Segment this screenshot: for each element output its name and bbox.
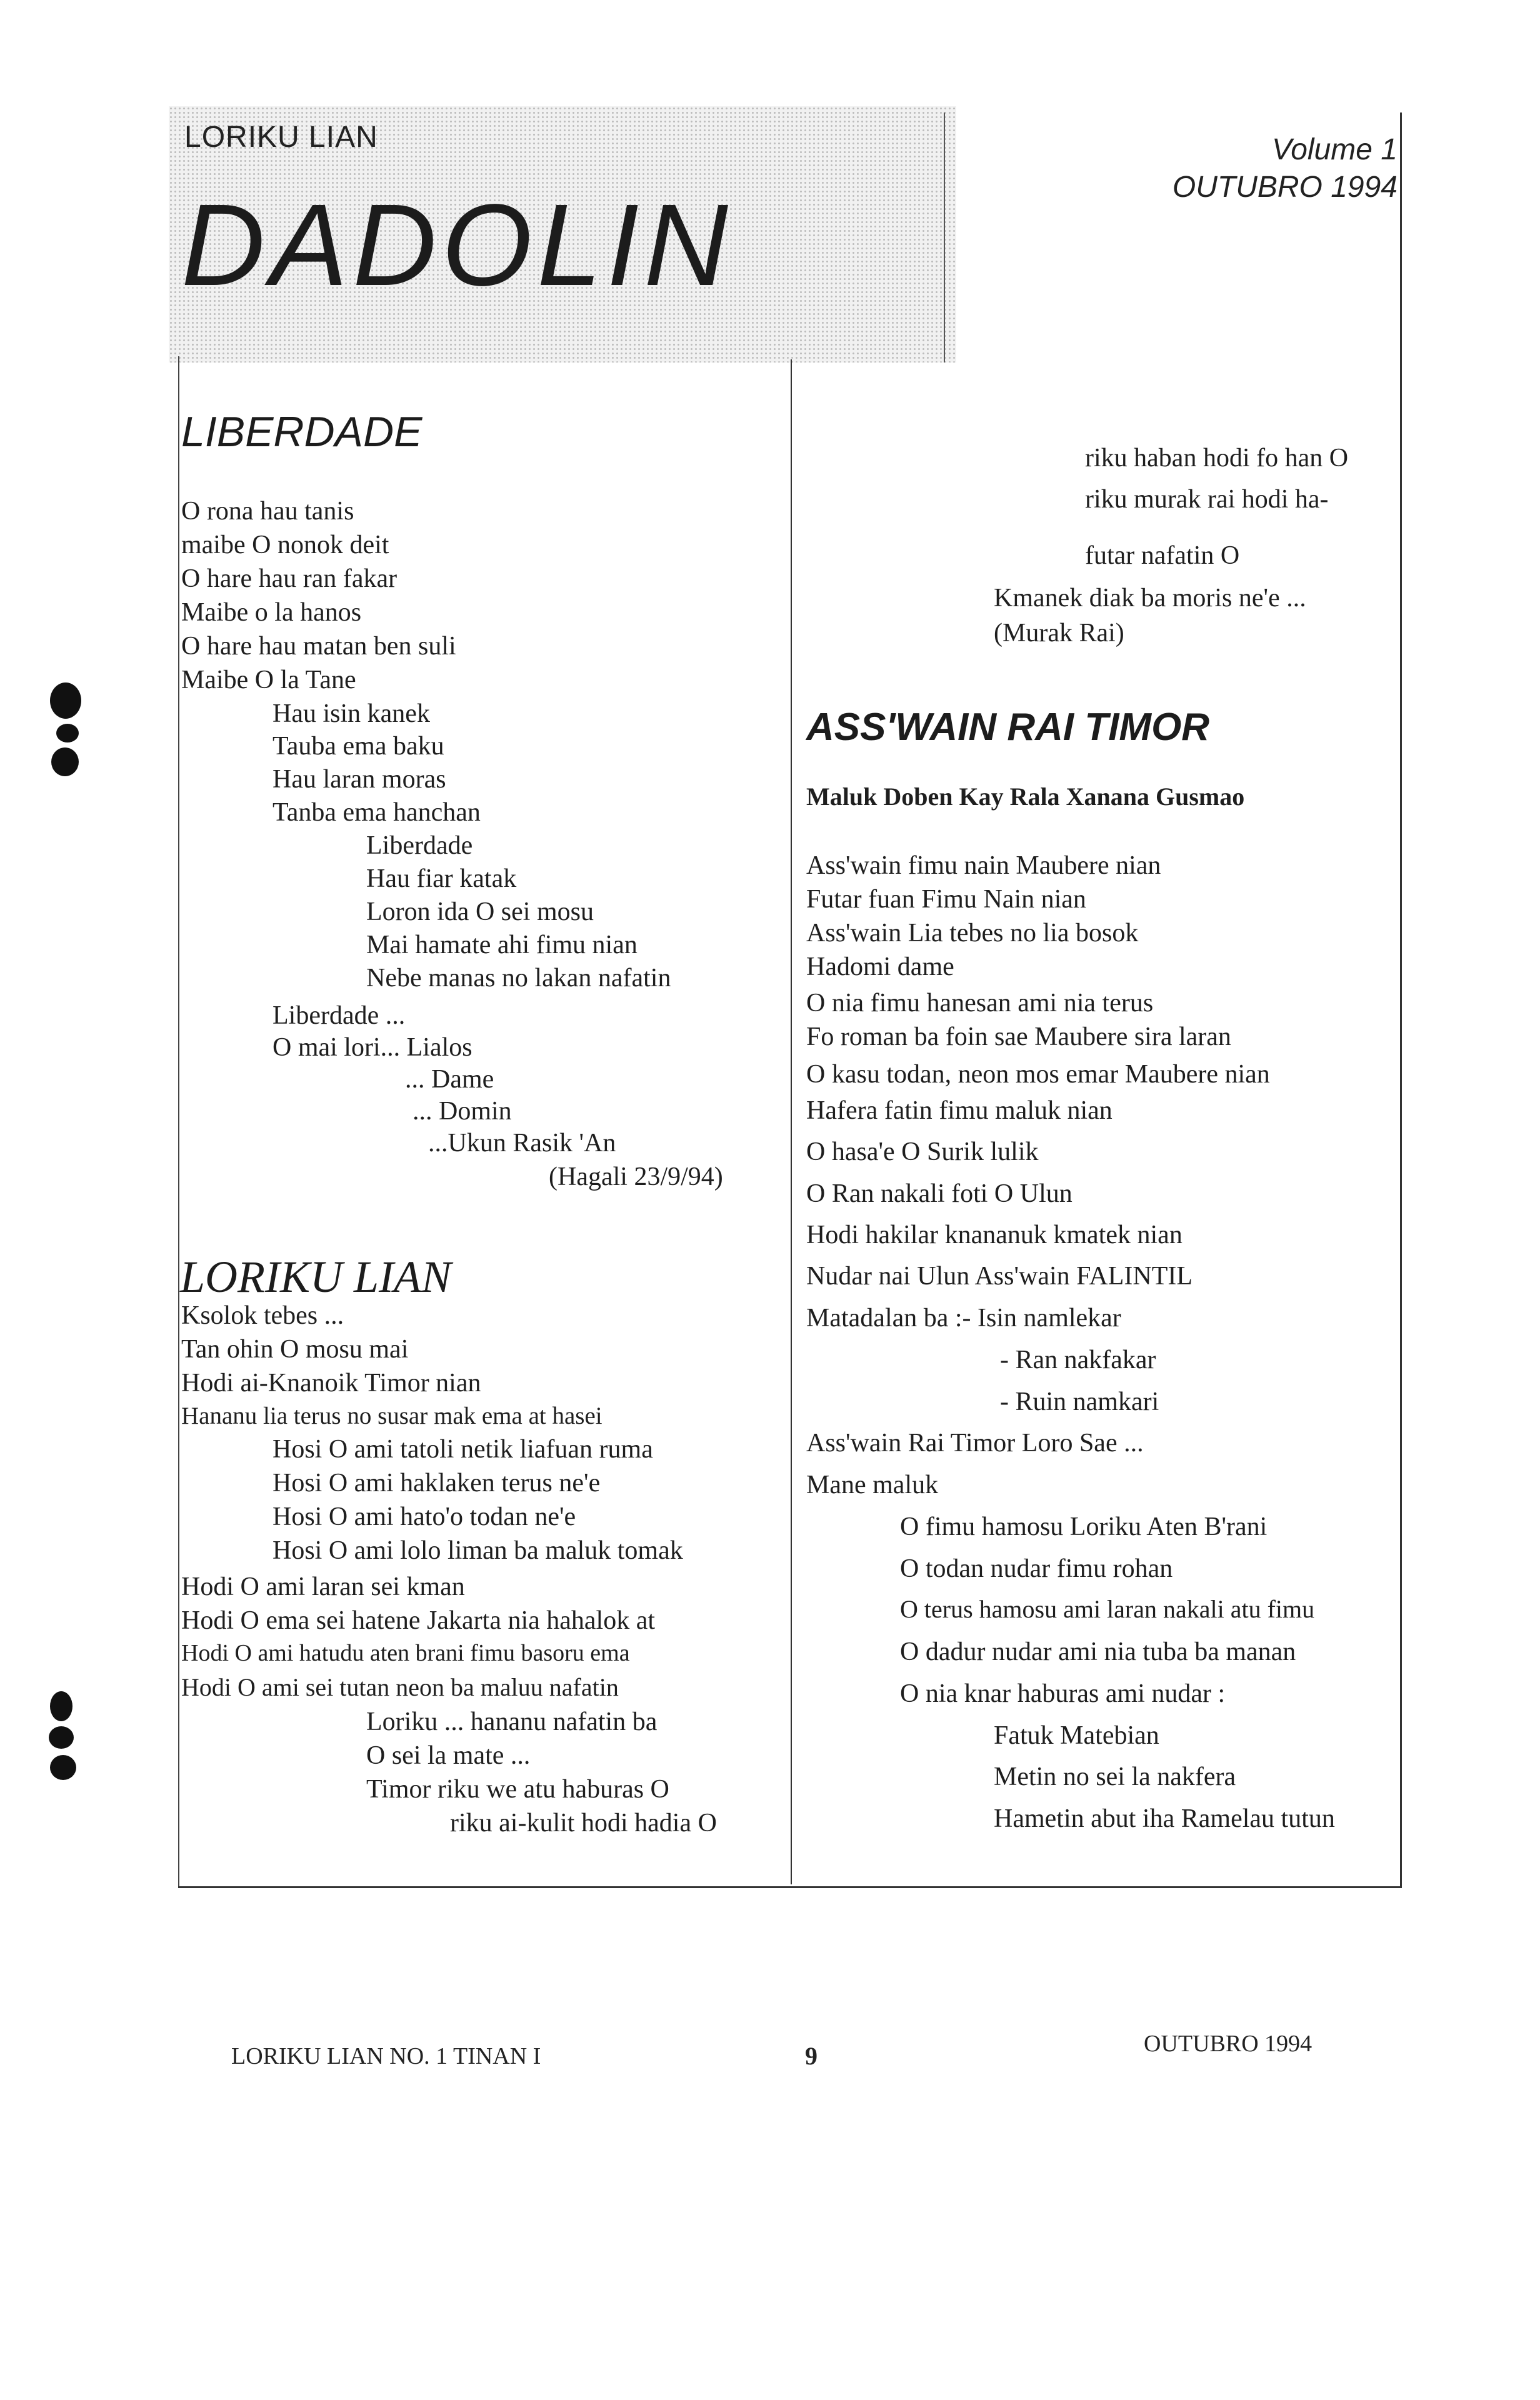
poem-line: riku haban hodi fo han O — [1085, 444, 1349, 472]
poem-line: Ksolok tebes ... — [181, 1301, 344, 1330]
poem-line: Loron ida O sei mosu — [366, 898, 594, 926]
poem-line: Hananu lia terus no susar mak ema at hasei — [181, 1402, 602, 1429]
poem-line: Mai hamate ahi fimu nian — [366, 931, 638, 959]
poem-line: Hau isin kanek — [272, 699, 430, 728]
poem-line: Tanba ema hanchan — [272, 798, 481, 827]
poem-line: Maibe o la hanos — [181, 598, 362, 627]
poem-line: Hametin abut iha Ramelau tutun — [994, 1804, 1335, 1833]
frame-bottom-rule — [178, 1886, 1402, 1888]
poem-line: Hosi O ami lolo liman ba maluk tomak — [272, 1536, 683, 1565]
poem-line: Futar fuan Fimu Nain nian — [806, 885, 1086, 914]
poem-line: O kasu todan, neon mos emar Maubere nian — [806, 1060, 1270, 1089]
series-name: LORIKU LIAN — [184, 121, 378, 154]
poem-line: - Ruin namkari — [1000, 1388, 1159, 1416]
poem-line: O hare hau matan ben suli — [181, 632, 456, 661]
poem-line: ... Domin — [412, 1097, 512, 1126]
frame-left-rule — [178, 356, 179, 1888]
poem-line: Hodi O ami laran sei kman — [181, 1572, 465, 1601]
poem-line: Ass'wain fimu nain Maubere nian — [806, 851, 1161, 880]
volume-label: Volume 1 — [1272, 133, 1398, 166]
poem-line: - Ran nakfakar — [1000, 1346, 1156, 1374]
poem-line: O hasa'e O Surik lulik — [806, 1138, 1039, 1166]
poem-line: O mai lori... Lialos — [272, 1033, 472, 1062]
poem-line: Tan ohin O mosu mai — [181, 1335, 409, 1364]
newsletter-title: DADOLIN — [181, 181, 733, 310]
poem-line: Hodi ai-Knanoik Timor nian — [181, 1369, 481, 1398]
poem-line: Hosi O ami haklaken terus ne'e — [272, 1469, 601, 1498]
poem-line: O nia fimu hanesan ami nia terus — [806, 989, 1154, 1018]
poem-line: O fimu hamosu Loriku Aten B'rani — [900, 1512, 1268, 1541]
poem-line: riku ai-kulit hodi hadia O — [450, 1809, 717, 1838]
poem-line: ... Dame — [405, 1065, 494, 1094]
poem-line: (Hagali 23/9/94) — [549, 1162, 723, 1191]
footer-publication: LORIKU LIAN NO. 1 TINAN I — [231, 2043, 541, 2069]
poem-line: riku murak rai hodi ha- — [1085, 485, 1329, 514]
poem-line: Metin no sei la nakfera — [994, 1762, 1236, 1791]
poem-line: Kmanek diak ba moris ne'e ... — [994, 584, 1306, 612]
poem-line: Mane maluk — [806, 1471, 939, 1499]
page-number: 9 — [805, 2042, 818, 2070]
poem-line: Tauba ema baku — [272, 732, 444, 761]
poem-line: Ass'wain Lia tebes no lia bosok — [806, 919, 1139, 948]
poem-line: Hodi hakilar knananuk kmatek nian — [806, 1221, 1182, 1249]
poem-line: Nebe manas no lakan nafatin — [366, 964, 671, 992]
liberdade-title: LIBERDADE — [181, 408, 422, 456]
poem-line: Ass'wain Rai Timor Loro Sae ... — [806, 1429, 1144, 1458]
poem-line: Hau fiar katak — [366, 864, 517, 893]
poem-line: Timor riku we atu haburas O — [366, 1775, 669, 1804]
poem-line: Nudar nai Ulun Ass'wain FALINTIL — [806, 1262, 1193, 1291]
poem-line: Hau laran moras — [272, 765, 446, 794]
poem-line: O rona hau tanis — [181, 497, 354, 526]
issue-date: OUTUBRO 1994 — [1172, 171, 1398, 204]
poem-line: Liberdade — [366, 831, 473, 860]
poem-line: O sei la mate ... — [366, 1741, 531, 1770]
poem-line: O todan nudar fimu rohan — [900, 1554, 1173, 1583]
column-divider — [791, 359, 792, 1884]
poem-line: O nia knar haburas ami nudar : — [900, 1679, 1226, 1708]
header-divider — [944, 112, 945, 362]
poem-line: Matadalan ba :- Isin namlekar — [806, 1304, 1121, 1332]
poem-line: Hosi O ami hato'o todan ne'e — [272, 1502, 576, 1531]
poem-line: O hare hau ran fakar — [181, 564, 398, 593]
loriku-lian-title: LORIKU LIAN — [180, 1252, 452, 1302]
poem-line: Hafera fatin fimu maluk nian — [806, 1096, 1112, 1125]
poem-line: (Murak Rai) — [994, 619, 1124, 648]
poem-line: Maibe O la Tane — [181, 666, 356, 694]
poem-line: Hodi O ema sei hatene Jakarta nia hahalok at — [181, 1606, 656, 1635]
asswain-title: ASS'WAIN RAI TIMOR — [806, 706, 1210, 749]
poem-line: Fatuk Matebian — [994, 1721, 1159, 1750]
poem-line: Hodi O ami hatudu aten brani fimu basoru ema — [181, 1640, 630, 1666]
poem-line: futar nafatin O — [1085, 541, 1240, 570]
poem-line: ...Ukun Rasik 'An — [428, 1129, 616, 1158]
poem-line: Hodi O ami sei tutan neon ba maluu nafatin — [181, 1673, 619, 1701]
poem-line: Liberdade ... — [272, 1001, 406, 1030]
poem-line: O terus hamosu ami laran nakali atu fimu — [900, 1595, 1315, 1623]
poem-line: Hadomi dame — [806, 952, 954, 981]
asswain-subtitle: Maluk Doben Kay Rala Xanana Gusmao — [806, 782, 1245, 811]
frame-right-rule — [1400, 112, 1402, 1888]
poem-line: maibe O nonok deit — [181, 531, 389, 559]
poem-line: Hosi O ami tatoli netik liafuan ruma — [272, 1435, 653, 1464]
poem-line: Loriku ... hananu nafatin ba — [366, 1708, 658, 1736]
poem-line: O Ran nakali foti O Ulun — [806, 1179, 1072, 1208]
poem-line: O dadur nudar ami nia tuba ba manan — [900, 1638, 1296, 1666]
footer-date: OUTUBRO 1994 — [1144, 2031, 1312, 2057]
poem-line: Fo roman ba foin sae Maubere sira laran — [806, 1022, 1231, 1051]
